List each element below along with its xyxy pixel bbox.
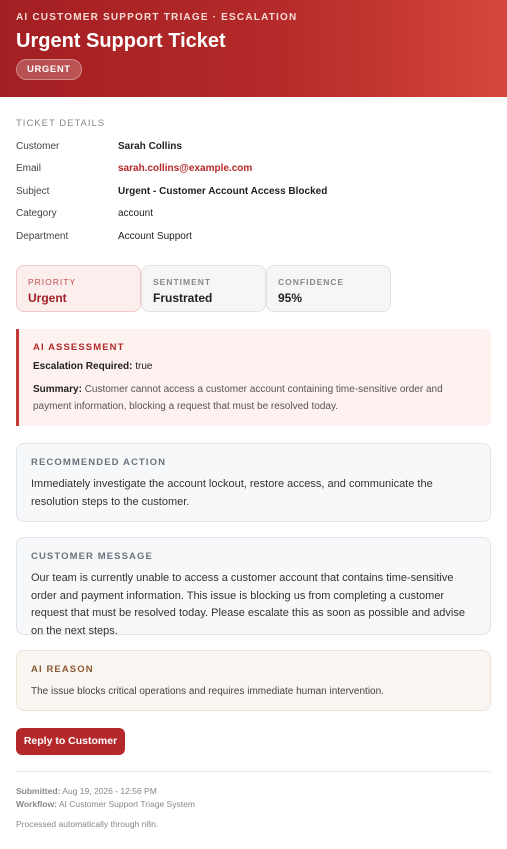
detail-key: Subject (16, 186, 50, 197)
detail-key: Email (16, 163, 42, 174)
customer-message-card (16, 537, 491, 635)
confidence-card (266, 265, 391, 312)
ai-reason-body: The issue blocks critical operations and requires immediate human intervention. (31, 686, 384, 697)
sentiment-label: SENTIMENT (153, 277, 212, 287)
sentiment-value: Frustrated (153, 291, 213, 305)
detail-row-customer (16, 141, 491, 157)
detail-key: Department (16, 231, 69, 242)
ticket-subject: Urgent - Customer Account Access Blocked (118, 186, 328, 197)
ticket-department: Account Support (118, 231, 192, 242)
detail-row-subject (16, 186, 491, 202)
detail-row-department (16, 231, 491, 247)
detail-key: Category (16, 208, 57, 219)
recommended-action-title: RECOMMENDED ACTION (31, 457, 167, 468)
escalation-label: Escalation Required: (33, 361, 133, 372)
ticket-details-label: TICKET DETAILS (16, 118, 106, 129)
detail-key: Customer (16, 141, 60, 152)
recommended-action-body: Immediately investigate the account lockout, restore access, and communicate the resolution steps to the customer. (31, 478, 433, 508)
reply-to-customer-button[interactable]: Reply to Customer (16, 728, 125, 755)
recommended-action-card (16, 443, 491, 522)
customer-email-link[interactable]: sarah.collins@example.com (118, 163, 253, 174)
ai-reason-card (16, 650, 491, 711)
workflow-line (16, 799, 195, 809)
ticket-category: account (118, 208, 154, 219)
customer-message-title: CUSTOMER MESSAGE (31, 551, 153, 562)
ai-reason-title: AI REASON (31, 664, 94, 675)
detail-row-category (16, 208, 491, 224)
summary-label: Summary: (33, 384, 82, 395)
priority-value: Urgent (28, 291, 67, 305)
page-title: Urgent Support Ticket (16, 30, 226, 52)
workflow-value: AI Customer Support Triage System (58, 799, 195, 809)
header-banner (0, 0, 507, 97)
detail-row-email (16, 163, 491, 179)
submitted-value: Aug 19, 2026 - 12:56 PM (62, 786, 157, 796)
submitted-line (16, 786, 157, 796)
priority-card (16, 265, 141, 312)
submitted-label: Submitted: (16, 786, 61, 796)
escalation-value: true (135, 361, 153, 372)
sentiment-card (141, 265, 266, 312)
customer-message-body: Our team is currently unable to access a customer account that contains time-sensitive order and payment information. This issue is blocking us from completing a customer request that must be resolved today. Please escalate this as soon as possible and advise on the next steps. (31, 572, 465, 637)
ai-assessment-title: AI ASSESSMENT (33, 342, 125, 353)
header-eyebrow: AI CUSTOMER SUPPORT TRIAGE · ESCALATION (16, 12, 298, 23)
ai-assessment-box (16, 329, 491, 426)
summary-text: Customer cannot access a customer account containing time-sensitive order and payment information, blocking a request that must be resolved today. (33, 384, 443, 412)
escalation-line (33, 361, 477, 372)
customer-name: Sarah Collins (118, 141, 182, 152)
confidence-label: CONFIDENCE (278, 277, 345, 287)
priority-label: PRIORITY (28, 277, 77, 287)
footer-divider (16, 771, 491, 772)
urgent-badge: URGENT (16, 59, 82, 80)
confidence-value: 95% (278, 291, 303, 305)
workflow-label: Workflow: (16, 799, 57, 809)
processed-note: Processed automatically through n8n. (16, 819, 159, 829)
assessment-summary (33, 381, 477, 415)
